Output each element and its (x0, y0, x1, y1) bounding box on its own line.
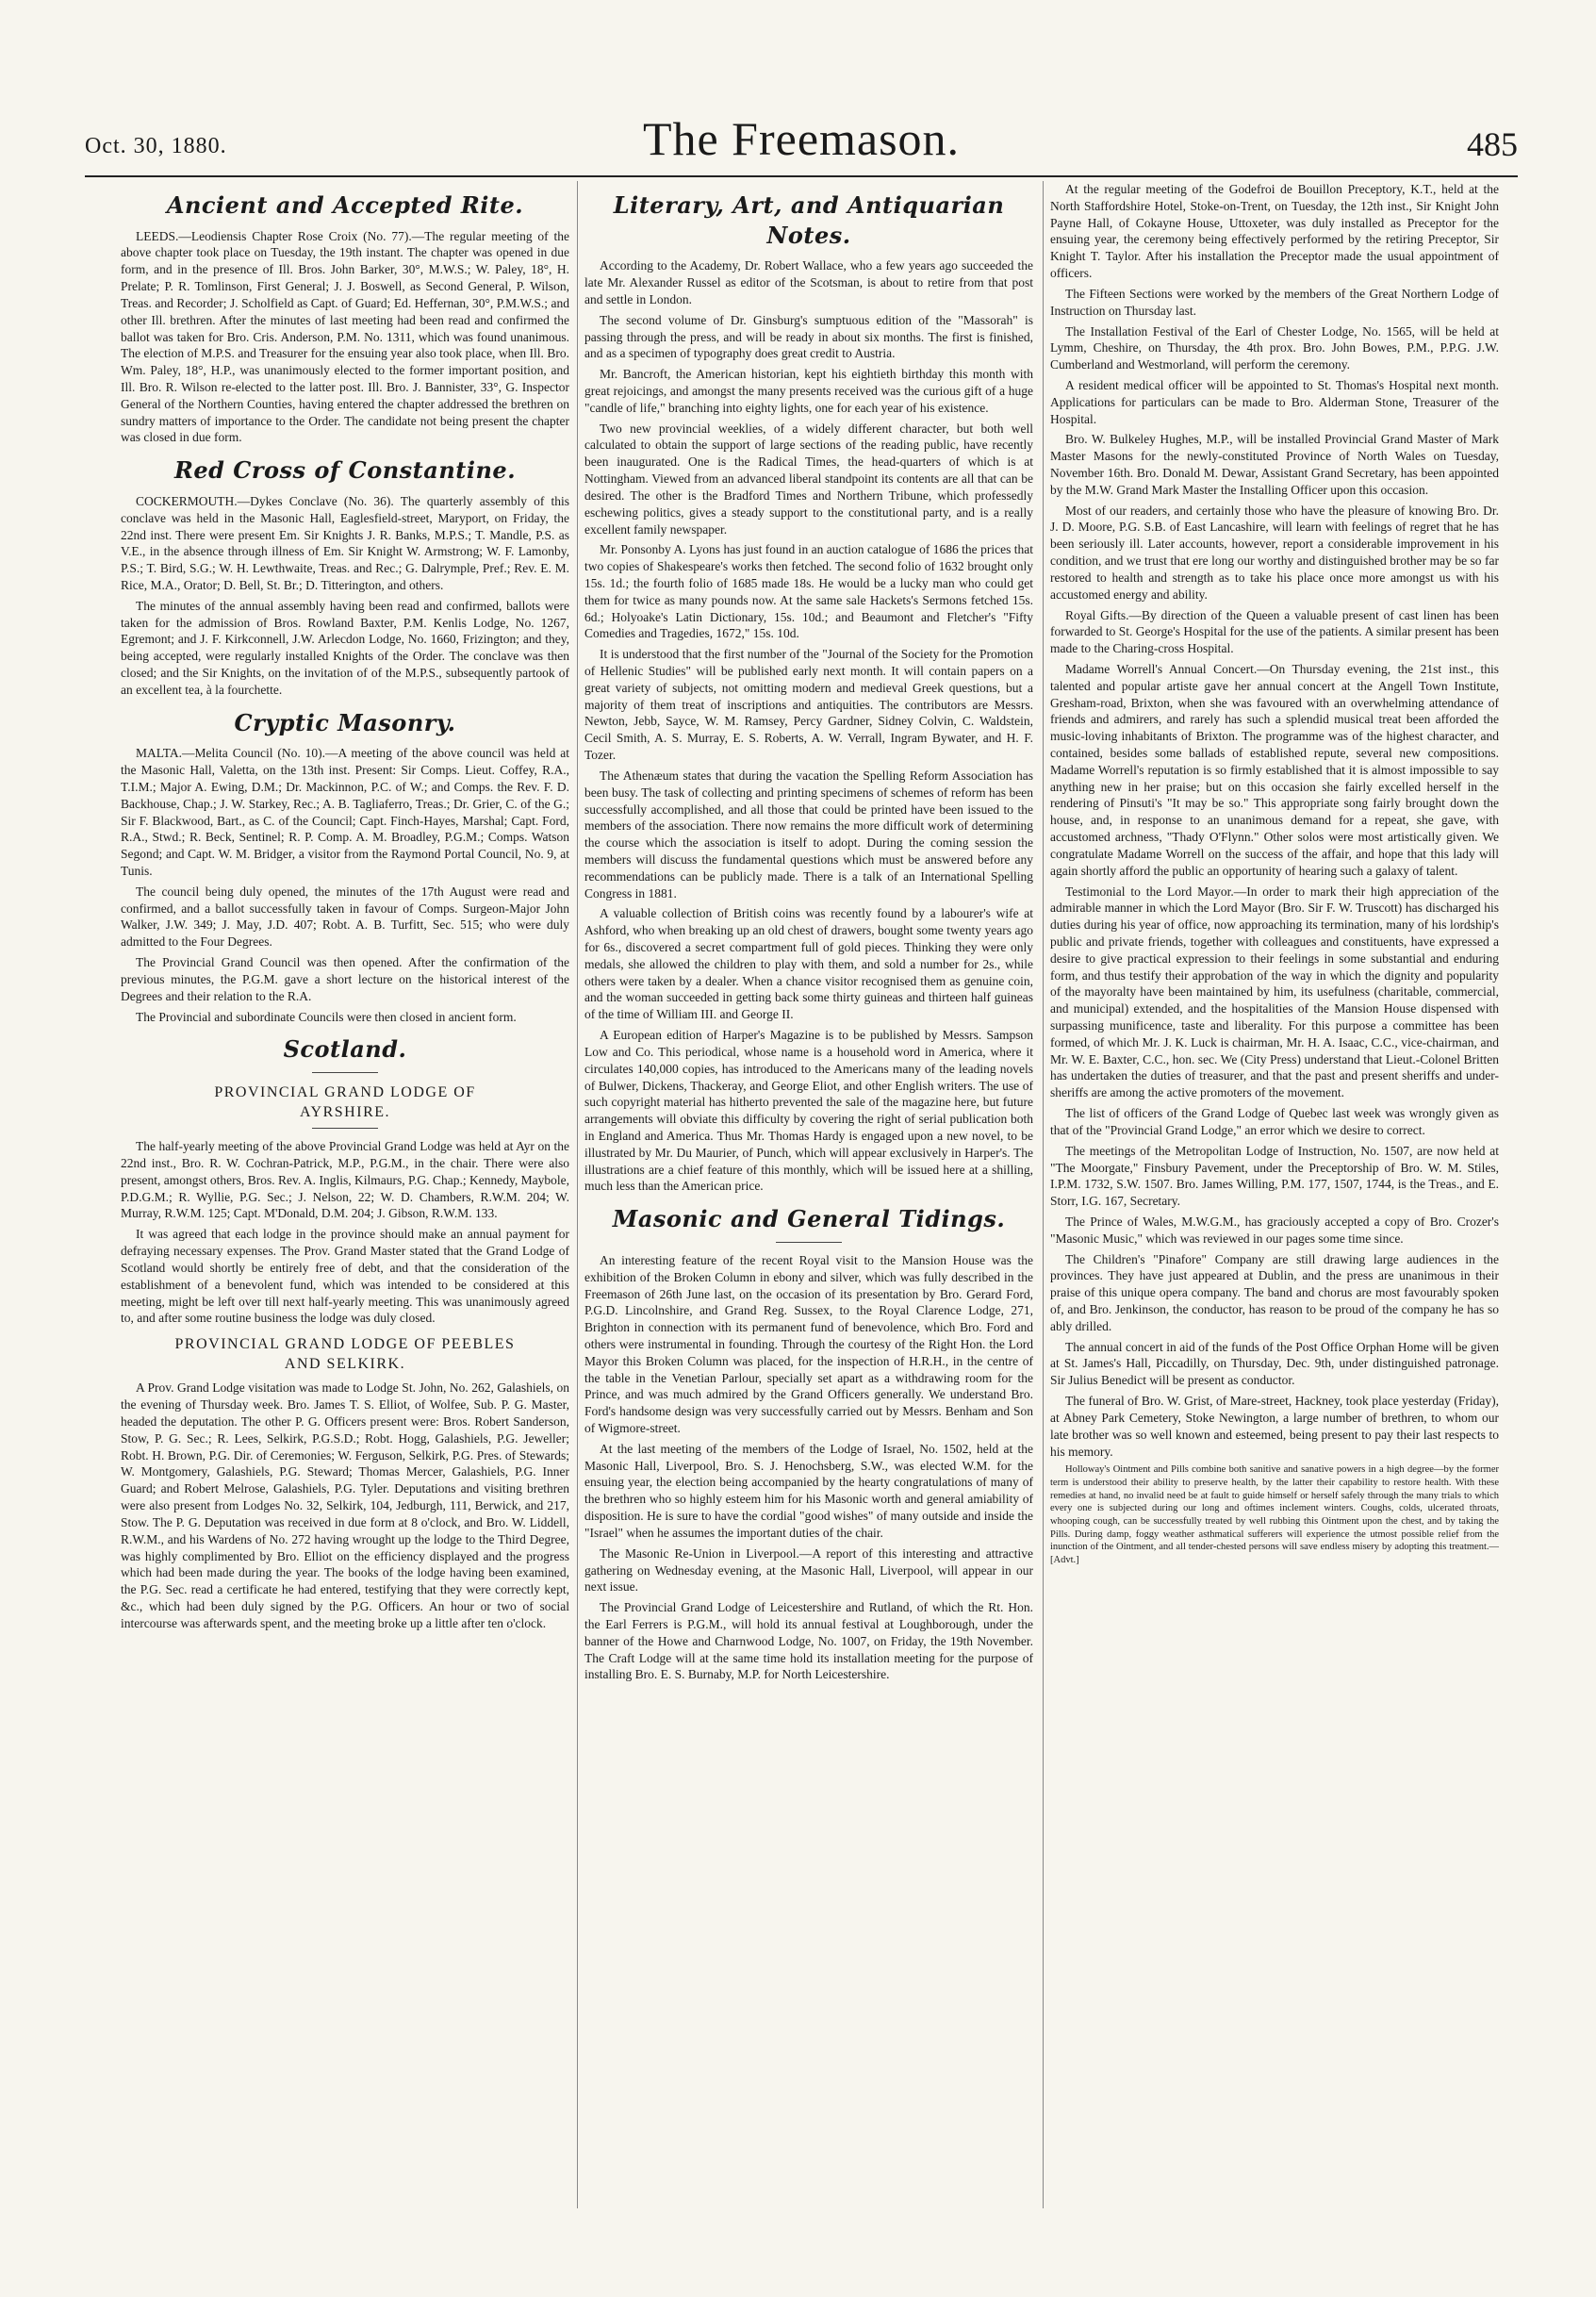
issue-date: Oct. 30, 1880. (85, 134, 227, 158)
article-paragraph: The Installation Festival of the Earl of Chester Lodge, No. 1565, will be held at Lymm, Cheshire, on Thursday, the 4th prox. Bro. John Bowes, P.M., P.P.G. J.W. Cumberland and Westmorland, will perform the ceremony. (1050, 323, 1499, 372)
sub-heading-line: PROVINCIAL GRAND LODGE OF (214, 1084, 476, 1100)
column-divider (1043, 181, 1044, 2208)
section-heading: Masonic and General Tidings. (612, 1205, 1006, 1233)
article-paragraph: The list of officers of the Grand Lodge of Quebec last week was wrongly given as that of the "Provincial Grand Lodge," an error which we desire to correct. (1050, 1106, 1499, 1137)
section-heading: Ancient and Accepted Rite. (166, 191, 524, 219)
article-paragraph: LEEDS.—Leodiensis Chapter Rose Croix (No. 77).—The regular meeting of the above chapter took place on Tuesday, the 19th instant. The chapter was opened in due form, and in the presence of Ill. Bros. John Barker, 30°, M.W.S.; W. Paley, 18°, H. Prelate; P. R. Tomlinson, First General; J. J. Boswell, as Second General, P. Wilson, Treas. and Recorder; J. Scholfield as Capt. of Guard; Ed. Heffernan, 30°, P.M.W.S.; and other Ill. brethren. After the minutes of last meeting had been read and confirmed the ballot was taken for Bro. Cris. Anderson, P.M. No. 1311, which was found unanimous. The election of M.P.S. and Treasurer for the ensuing year also took place, when Ill. Bro. Wm. Paley, 18°, H.P., was unanimously elected to the former important position, and Ill. Bro. R. Wilson re-elected to the latter post. Ill. Bro. J. Bannister, 33°, G. Inspector General of the Northern Counties, having entered the chapter addressed the brethren on sundry matters of importance to the Order. The candidate not being present the chapter was closed in due form. (121, 228, 569, 445)
masthead (85, 111, 1518, 172)
article-paragraph: An interesting feature of the recent Royal visit to the Mansion House was the exhibition of the Broken Column in ebony and silver, which was fully described in the Freemason of 26th June last, on the occasion of its presentation by Bro. Gerard Ford, P.G.D. Lincolnshire, and Grand Reg. Sussex, to the Royal Clarence Lodge, 271, Brighton in connection with its permanent fund of benevolence, which Bro. Ford and others were instrumental in founding. Through the courtesy of the Right Hon. the Lord Mayor this Broken Column was placed, for the inspection of H.R.H., in the centre of the table in the Venetian Parlour, specially set apart as a withdrawing room for the Prince, and was much admired by the Grand Officers generally. We understand Bro. Ford's handsome design was very successfully carried out by Messrs. Benham and Son of Wigmore-street. (584, 1252, 1033, 1436)
article-paragraph: The Prince of Wales, M.W.G.M., has graciously accepted a copy of Bro. Crozer's "Masonic Music," which was reviewed in our pages some time since. (1050, 1214, 1499, 1246)
sub-heading (121, 1334, 569, 1374)
column-divider (577, 181, 578, 2208)
article-paragraph: The minutes of the annual assembly having been read and confirmed, ballots were taken for the admission of Bros. Rowland Baxter, P.M. Kenlis Lodge, No. 1267, Egremont; and J. F. Kirkconnell, J.W. Arlecdon Lodge, No. 1660, Frizington; and they, being accepted, were regularly installed Knights of the Order. The conclave was then closed; and the Sir Knights, on the invitation of of the M.P.S., subsequently partook of an excellent tea, à la fourchette. (121, 598, 569, 697)
article-paragraph: Bro. W. Bulkeley Hughes, M.P., will be installed Provincial Grand Master of Mark Master Masons for the newly-constituted Province of North Wales on Tuesday, November 16th. Bro. Donald M. Dewar, Assistant Grand Secretary, has been appointed by the M.W. Grand Mark Master the Installing Officer upon this occasion. (1050, 432, 1499, 497)
article-paragraph: Two new provincial weeklies, of a widely different character, but both well calculated to obtain the support of large sections of the reading public, have recently been inaugurated. One is the Radical Times, the head-quarters of which is at Nottingham. Viewed from an advanced liberal standpoint its contents are all that can be desired. The other is the Bradford Times and Northern Tribune, which professedly eschewing politics, gives a steady support to the constitutional party, and is a really excellent family newspaper. (584, 421, 1033, 537)
column-2 (584, 181, 1033, 2208)
article-paragraph: Most of our readers, and certainly those who have the pleasure of knowing Bro. Dr. J. D. Moore, P.G. S.B. of East Lancashire, will learn with feelings of regret that he has been seriously ill. Later accounts, however, report a considerable improvement in his condition, and we trust that ere long our worthy and distinguished brother may be so far restored to health and strength as to take his place once more amongst us with his accustomed energy and ability. (1050, 503, 1499, 602)
article-paragraph: A Prov. Grand Lodge visitation was made to Lodge St. John, No. 262, Galashiels, on the evening of Thursday week. Bro. James T. S. Elliot, of Wolfee, Sub. P. G. Master, headed the deputation. The other P. G. Officers present were: Bros. Robert Sanderson, Stow, P. G. Sec.; R. Lees, Selkirk, P.G.S.D.; Robt. Hogg, Galashiels, P.G. Jeweller; Robt. H. Brown, P.G. Dir. of Ceremonies; W. Ferguson, Selkirk, P.G. Pres. of Stewards; W. Montgomery, Galashiels, P.G. Steward; Thomas Mercer, Galashiels, P.G. Inner Guard; and Robert Melrose, Galashiels, P.G. Tyler. Deputations and visiting brethren were also present from Lodges No. 32, Selkirk, 104, Jedburgh, 111, Berwick, and 217, Stow. The P. G. Deputation was received in due form at 8 o'clock, and Bro. W. Liddell, R.W.M., and his Wardens of No. 272 having wrought up the lodge to the Third Degree, was highly complimented by Bro. Elliot on the efficiency displayed and the progress which had been made during the year. The books of the lodge having been examined, the P.G. Sec. read a certificate he had entered, testifying that they were correctly kept, &c., which had been duly signed by the P.G. Officers. An hour or two of social intercourse was afterwards spent, and the meeting broke up a little after ten o'clock. (121, 1380, 569, 1630)
page-number: 485 (1467, 125, 1518, 163)
sub-heading (121, 1082, 569, 1122)
article-paragraph: The council being duly opened, the minutes of the 17th August were read and confirmed, and a ballot successfully taken in favour of Comps. Surgeon-Major John Walker, J.W. 349; J. May, J.D. 407; Robt. A. B. Turfitt, Sec. 515; who were duly admitted to the Four Degrees. (121, 884, 569, 950)
article-paragraph: A valuable collection of British coins was recently found by a labourer's wife at Ashford, who when breaking up an old chest of drawers, bought some twenty years ago for 6s., discovered a secret compartment full of gold pieces. Thinking they were only medals, she allowed the children to play with them, and sold a number for 2s., while others were taken by a dealer. When a chance visitor recognised them as genuine coin, and the woman succeeded in getting back some thirty guineas and thirteen half guineas of the time of William III. and George II. (584, 906, 1033, 1022)
section-heading: Red Cross of Constantine. (173, 456, 517, 485)
sub-heading-line: AYRSHIRE. (299, 1104, 391, 1121)
newspaper-title: The Freemason. (642, 112, 961, 165)
section-heading: Literary, Art, and Antiquarian Notes. (613, 191, 1005, 249)
heading-rule (776, 1242, 842, 1243)
article-paragraph: A resident medical officer will be appointed to St. Thomas's Hospital next month. Applications for particulars can be made to Bro. Alderman Stone, Treasurer of the Hospital. (1050, 377, 1499, 426)
article-paragraph: The Provincial Grand Council was then opened. After the confirmation of the previous minutes, the P.G.M. gave a short lecture on the historical interest of the Degrees and their relation to the R.A. (121, 955, 569, 1003)
article-paragraph: Mr. Ponsonby A. Lyons has just found in an auction catalogue of 1686 the prices that two copies of Shakespeare's works then fetched. The second folio of 1632 brought only 15s. 1d.; the fourth folio of 1685 made 18s. He would be a lucky man who could get them for twice as many pounds now. At the same sale Hackets's Sermons fetched 15s. 6d.; Holyoake's Latin Dictionary, 15s. 10d.; and Beaumont and Fletcher's "Fifty Comedies and Tragedies, 1672," 15s. 10d. (584, 542, 1033, 641)
article-paragraph: A European edition of Harper's Magazine is to be published by Messrs. Sampson Low and Co. This periodical, whose name is a household word in America, where it circulates 140,000 copies, has introduced to the Americans many of the leading novels of Bulwer, Dickens, Thackeray, and George Eliot, and other English writers. The use of such copyright material has hitherto prevented the sale of the magazine here, but future arrangements will obviate this difficulty by covering the right of serial publication both in England and America. Thus Mr. Thomas Hardy is engaged upon a new novel, to be illustrated by Mr. Du Maurier, of Punch, which will appear exclusively in Harper's. The illustrations are a chief feature of this monthly, which will be issued here at a shilling, much less than the American price. (584, 1028, 1033, 1194)
article-paragraph: Madame Worrell's Annual Concert.—On Thursday evening, the 21st inst., this talented and popular artiste gave her annual concert at the Angell Town Institute, Gresham-road, Brixton, when she was favoured with an overwhelming attendance of friends and admirers, and rarely has such a splendid musical treat been afforded the music-loving inhabitants of Brixton. The programme was of the highest character, and contained, besides some ballads of established repute, several new compositions. Madame Worrell's reputation is so firmly established that it is almost impossible to say anything new in her praise; but on this occasion she fairly excelled herself in the rendering of Pinsuti's "It may be so." This appropriate song fairly brought down the house, and, in response to an unanimous demand for a repeat, she gave, with accustomed archness, "Thady O'Flynn." Other solos were most artistically given. We congratulate Madame Worrell on the success of the affair, and hope that this lady will again shortly afford the public an opportunity of hearing such a galaxy of talent. (1050, 661, 1499, 878)
column-1 (121, 181, 569, 2208)
article-paragraph: According to the Academy, Dr. Robert Wallace, who a few years ago succeeded the late Mr. Alexander Russel as editor of the Scotsman, is about to retire from that post and settle in London. (584, 258, 1033, 306)
section-heading: Cryptic Masonry. (234, 708, 456, 736)
article-paragraph: The second volume of Dr. Ginsburg's sumptuous edition of the "Massorah" is passing through the press, and will be ready in about six months. The first is finished, and as a specimen of typography does great credit to Austria. (584, 312, 1033, 361)
column-3 (1050, 181, 1499, 2208)
article-paragraph: It is understood that the first number of the "Journal of the Society for the Promotion of Hellenic Studies" will be published early next month. It will contain papers on a great variety of subjects, not omitting modern and medieval Greek questions, but a majority of them treat of inscriptions and antiquities. The contributors are Messrs. Newton, Jebb, Sayce, W. M. Ramsey, Percy Gardner, Sidney Colvin, C. Waldstein, Cecil Smith, A. S. Murray, E. S. Roberts, A. W. Verrall, Ingram Bywater, and H. F. Tozer. (584, 647, 1033, 763)
section-heading: Scotland. (283, 1035, 407, 1064)
article-paragraph: Testimonial to the Lord Mayor.—In order to mark their high appreciation of the admirable manner in which the Lord Mayor (Bro. Sir F. W. Truscott) has discharged his duties during his year of office, now approaching its termination, many of his lordship's public and private friends, together with colleagues and constituents, have expressed a desire to give practical expression to their feelings in some substantial and enduring form, and thus testify their approbation of the way in which the dignity and popularity of the mayoralty have been maintained by him, its usefulness (charitable, commercial, and municipal) extended, and the hospitalities of the Mansion House dispensed with surpassing munificence, taste and liberality. For this purpose a committee has been formed, of which Mr. J. K. Luck is chairman, Mr. H. A. Isaac, C.C., vice-chairman, and Mr. W. E. Baxter, C.C., hon. sec. We (City Press) understand that Lieut.-Colonel Britten has undertaken the duties of treasurer, and that the past and present sheriffs and under-sheriffs are among the active promoters of the movement. (1050, 884, 1499, 1100)
article-paragraph: The Athenæum states that during the vacation the Spelling Reform Association has been busy. The task of collecting and printing specimens of schemes of reform has been successfully accomplished, and all those that could be printed have been issued to the members of the association. There now remains the more difficult work of determining the course which the association is itself to adopt. During the coming session the members will discuss the fundamental questions which must be answered before any recommendations can be publicly made. There is a talk of an International Spelling Congress in 1881. (584, 768, 1033, 901)
article-paragraph: The meetings of the Metropolitan Lodge of Instruction, No. 1507, are now held at "The Moorgate," Finsbury Pavement, under the Preceptorship of Bro. W. M. Stiles, I.P.M. 1732, S.W. 1507. Bro. James Willing, P.M. 177, 1507, 1744, is the Treas., and E. Storr, I.G. 167, Secretary. (1050, 1143, 1499, 1209)
article-paragraph: The Provincial Grand Lodge of Leicestershire and Rutland, of which the Rt. Hon. the Earl Ferrers is P.G.M., will hold its annual festival at Loughborough, under the banner of the Howe and Charnwood Lodge, No. 1007, on Friday, the 19th November. The Craft Lodge will at the same time hold its installation meeting for the purpose of installing Bro. E. S. Burnaby, M.P. for North Leicestershire. (584, 1600, 1033, 1682)
advertisement: Holloway's Ointment and Pills combine both sanitive and sanative powers in a high degree—by the former term is understood their ability to preserve health, by the latter their capability to restore health. With these remedies at hand, no invalid need be at fault to guide himself or herself safely through the many trials to which every one is subjected during our long and oftimes inclement winters. Coughs, colds, ulcerated throats, whooping cough, can be successfully treated by well rubbing this Ointment upon the chest, and by taking the Pills. During damp, foggy weather asthmatical sufferers will experience the utmost possible relief from the inunction of the Ointment, and all tender-chested persons will save endless misery by adopting this treatment.—[Advt.] (1050, 1464, 1499, 1565)
article-paragraph: The Children's "Pinafore" Company are still drawing large audiences in the provinces. They have just appeared at Dublin, and the press are unanimous in their praise of this unique opera company. The band and chorus are most favourably spoken of, and Bro. Jenkinson, the conductor, has reason to be proud of the company he has so ably drilled. (1050, 1251, 1499, 1333)
sub-heading-line: AND SELKIRK. (284, 1356, 406, 1373)
heading-rule (312, 1072, 378, 1073)
article-paragraph: The Fifteen Sections were worked by the members of the Great Northern Lodge of Instruction on Thursday last. (1050, 286, 1499, 318)
sub-heading-line: PROVINCIAL GRAND LODGE OF PEEBLES (174, 1336, 516, 1353)
article-paragraph: It was agreed that each lodge in the province should make an annual payment for defraying necessary expenses. The Prov. Grand Master stated that the Grand Lodge of Scotland would shortly be entirely free of debt, and that the consideration of the establishment of a benevolent fund, which was intended to be considered at this meeting, might be left over till next half-yearly meeting. This was unanimously agreed to, and after some routine business the lodge was duly closed. (121, 1227, 569, 1326)
article-paragraph: At the last meeting of the members of the Lodge of Israel, No. 1502, held at the Masonic Hall, Liverpool, Bro. S. J. Henochsberg, S.W., was elected W.M. for the ensuing year, the election being accompanied by the hearty congratulations of many of the brethren who so highly esteem him for his Masonic worth and general amiability of disposition. He is sure to have the cordial "good wishes" of many outside and inside the "Israel" when he assumes the important duties of the chair. (584, 1441, 1033, 1540)
article-paragraph: Royal Gifts.—By direction of the Queen a valuable present of cast linen has been forwarded to St. George's Hospital for the use of the patients. A similar present has been made to the Charing-cross Hospital. (1050, 607, 1499, 656)
heading-rule (312, 1128, 378, 1129)
article-paragraph: The Masonic Re-Union in Liverpool.—A report of this interesting and attractive gathering on Wednesday evening, at the Masonic Hall, Liverpool, will appear in our next issue. (584, 1545, 1033, 1595)
masthead-rule (85, 175, 1518, 177)
article-paragraph: The half-yearly meeting of the above Provincial Grand Lodge was held at Ayr on the 22nd inst., Bro. R. W. Cochran-Patrick, M.P., P.G.M., in the chair. There were also present, amongst others, Bros. Rev. A. Inglis, Kilmaurs, P.G. Chap.; Kennedy, Maybole, P.D.G.M.; R. Wyllie, P.G. Sec.; J. Nelson, 22; W. D. Chambers, R.W.M. 204; W. Murray, R.W.M. 125; Capt. M'Donald, D.M. 204; J. Gibson, R.W.M. 133. (121, 1139, 569, 1221)
article-paragraph: The annual concert in aid of the funds of the Post Office Orphan Home will be given at St. James's Hall, Piccadilly, on Thursday, Dec. 9th, under distinguished patronage. Sir Julius Benedict will be present as conductor. (1050, 1339, 1499, 1388)
article-paragraph: The funeral of Bro. W. Grist, of Mare-street, Hackney, took place yesterday (Friday), at Abney Park Cemetery, Stoke Newington, a large number of brethren, to whom our late brother was so well known and esteemed, being present to pay their last respects to his memory. (1050, 1394, 1499, 1459)
article-paragraph: At the regular meeting of the Godefroi de Bouillon Preceptory, K.T., held at the North Staffordshire Hotel, Stoke-on-Trent, on Tuesday, the 12th inst., Sir Knight John Payne Hall, of Cokayne House, Uttoxeter, was duly installed as Preceptor for the ensuing year, the ceremony being effectively performed by the retiring Preceptor, Sir Knight T. Taylor. After his installation the Preceptor made the usual appointment of officers. (1050, 182, 1499, 281)
article-paragraph: MALTA.—Melita Council (No. 10).—A meeting of the above council was held at the Masonic Hall, Valetta, on the 13th inst. Present: Sir Comps. Lieut. Coffey, R.A., T.I.M.; Major A. Ewing, D.M.; Dr. Mackinnon, P.C. of W.; and Comps. the Rev. F. D. Backhouse, Chap.; J. W. Starkey, Rec.; A. B. Tagliaferro, Treas.; Dr. Grier, C. of the G.; Sir F. Blackwood, Bart., as C. of the Council; Capt. Finch-Hayes, Marshal; Capt. Ford, R.A., Stwd.; R. Beck, Sentinel; R. P. Comp. A. M. Broadley, P.G.M.; Comps. Watson Segond; and Capt. W. M. Bridger, a visitor from the Raymond Portal Council, No. 9, at Tunis. (121, 746, 569, 879)
article-paragraph: Mr. Bancroft, the American historian, kept his eightieth birthday this month with great rejoicings, and amongst the many presents received was the curious gift of a huge "candle of life," branching into eighty lights, one for each year of his existence. (584, 367, 1033, 415)
article-paragraph: The Provincial and subordinate Councils were then closed in ancient form. (136, 1009, 517, 1024)
article-paragraph: COCKERMOUTH.—Dykes Conclave (No. 36). The quarterly assembly of this conclave was held in the Masonic Hall, Eaglesfield-street, Maryport, on Friday, the 22nd inst. There were present Em. Sir Knights J. R. Banks, M.P.S.; T. Mandle, P.S. as V.E., in the absence through illness of Em. Sir Knight W. Armstrong; W. F. Lamonby, P.S.; T. Bird, S.G.; W. H. Lewthwaite, Treas. and Rec.; G. Dalrymple, Pref.; Rev. E. M. Rice, M.A., Orator; D. Bell, St. Br.; D. Titterington, and others. (121, 493, 569, 592)
